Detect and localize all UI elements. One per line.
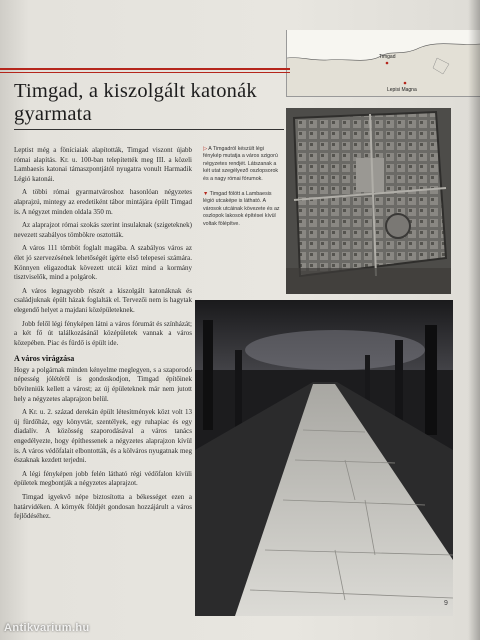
location-map (286, 30, 480, 97)
header-rule (0, 68, 290, 70)
map-graphic (287, 30, 480, 96)
paragraph: A város 111 tömböt foglalt magába. A szabályos város az élet jó szervezésének lehetőségét ígérte első telepesei számára. Könnyen eligazodtak kövezett utcái közt mind a kormány tisztviselők, mind a polgárok. (14, 244, 192, 282)
paragraph: Leptist még a föníciaiak alapították, Timgad viszont újabb római alapítás. Kr. u. 100-ban telepítették meg III. a közeli Lambaesis katonai támaszpontjától nyugatra vonult Harmadik Légió katonái. (14, 146, 192, 183)
page-number: 9 (444, 600, 448, 607)
article-title: Timgad, a kiszolgált katonák gyarmata (14, 80, 257, 125)
paragraph: A város legnagyobb részét a kiszolgált katonáknak és családjuknak épült házak foglalták el. Tervezői nem is hagytak elegendő helyet a majdani középületeknek. (14, 286, 192, 314)
caption-bullet-icon: ▼ (203, 191, 210, 198)
caption-aerial: ▷ A Timgadról készült légi fénykép mutatja a város szigorú négyzetes rendjét. Látszanak a két utat szegélyező oszlopsorok és a nagy római fórumok. (203, 146, 279, 182)
caption-bullet-icon: ▷ (203, 146, 209, 152)
ruins-photo-graphic (195, 300, 453, 616)
watermark-logo: Antikvarium.hu (4, 622, 90, 634)
caption-column (203, 146, 281, 236)
paragraph: A Kr. u. 2. század derekán épült létesítmények közt volt 13 új fürdőház, egy könyvtár, szentélyek, egy ruhapiac és egy diadalív. A közösség szaporodásával a város tanács engedélyezte, hogy építhessenek a négyzetes alaprajzon kívül is. A város védőfalait elbontották, és a kölváros nyugatnak meg északnak kezdett terjedni. (14, 408, 192, 465)
map-label-city: Timgad (379, 54, 396, 60)
aerial-photo-graphic (286, 108, 451, 294)
paragraph: Hogy a polgárnak minden kényelme meglegyen, s a szaporodó népesség jólétéről is gondoskodjon, Timgad építőinek bővíteniük kellett a várost; az új épületeknek már nem jutott hely a négyzetes alaprajzon belül. (14, 365, 192, 403)
header-rule-thin (0, 72, 290, 73)
title-divider (14, 129, 284, 130)
section-subheading: A város virágzása (14, 354, 75, 364)
aerial-photo (286, 108, 451, 294)
paragraph: A többi római gyarmatvároshoz hasonlóan négyzetes alaprajzú, mintegy az eredetiként tábor mintájára épült Timgad is. A négyzet minden oldala 350 m. (14, 188, 192, 216)
paragraph: Az alaprajzot római szokás szerint insulaknak (szigeteknek) nevezett szabályos tömbökre osztották. (14, 221, 192, 239)
map-label-region: Lepisi Magna (387, 87, 417, 93)
page-gutter-shadow (468, 0, 480, 640)
paragraph: Jobb felől légi fényképen látni a város fórumát és színházát; a két fő út találkozásánál középületek vannak a város közepében. Piac és fürdő is épült ide. (14, 319, 192, 347)
caption-street: ▼ Timgad fölött a Lambaesis légió utcaképe is látható. A városok utcáinak kövezete és az oszlopok lakosok építései kívül voltak fölépítve. (203, 191, 280, 227)
paragraph: A légi fényképen jobb felén látható régi védőfalon kívüli épületek megbontják a négyzetes alaprajzot. (14, 469, 192, 488)
ruins-photo (195, 300, 453, 616)
article-body (14, 146, 192, 526)
paragraph: Timgad igyekvő népe biztosította a békességet ezen a határvidéken. A környék földjét gondosan hozzájárult a város fejlődéséhez. (14, 493, 192, 521)
